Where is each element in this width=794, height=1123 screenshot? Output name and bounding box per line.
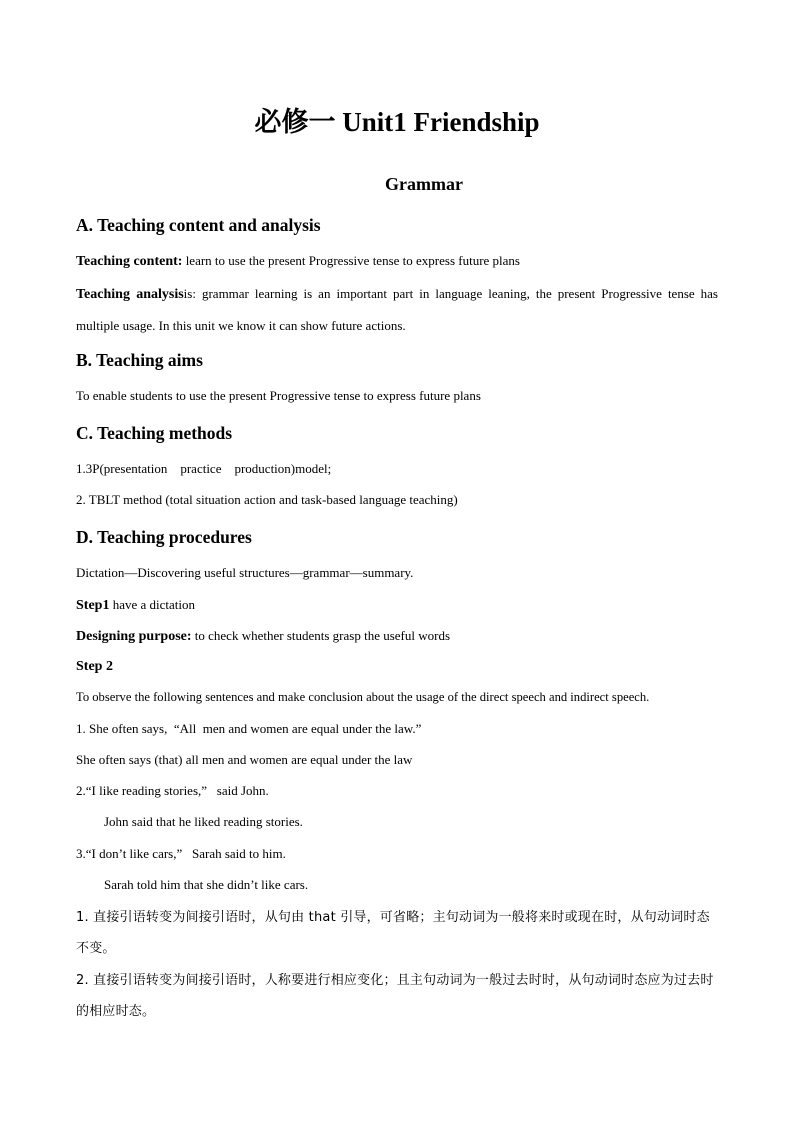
- method-item: 2. TBLT method (total situation action and task-based language teaching): [76, 492, 458, 507]
- designing-purpose-label: Designing purpose:: [76, 629, 192, 644]
- grammar-rule: 1. 直接引语转变为间接引语时，从句由 that 引导，可省略；主句动词为一般将来时或现在时，从句动词时态不变。: [76, 910, 710, 956]
- teaching-analysis-text: is: grammar learning is an important part in language leaning, the present Progressive tense has multiple usage. In this unit we know it can show future actions.: [76, 286, 718, 333]
- method-item: 1.3P(presentation practice production)model;: [76, 461, 332, 476]
- designing-purpose-text: to check whether students grasp the useful words: [191, 628, 451, 643]
- teaching-analysis-label: Teaching analysis: [76, 287, 184, 302]
- example-sentence: 1. She often says, “All men and women are equal under the law.”: [76, 721, 422, 736]
- document-subtitle: Grammar: [385, 174, 463, 194]
- procedure-flow: Dictation—Discovering useful structures—grammar—summary.: [76, 565, 414, 580]
- step1-label: Step1: [76, 598, 110, 613]
- step1-text: have a dictation: [109, 597, 196, 612]
- document-title: 必修一 Unit1 Friendship: [254, 107, 540, 137]
- step2-instruction: To observe the following sentences and make conclusion about the usage of the direct speech and indirect speech.: [76, 690, 650, 704]
- section-b-heading: B. Teaching aims: [76, 350, 203, 370]
- teaching-content-text: learn to use the present Progressive tense to express future plans: [182, 253, 520, 268]
- teaching-content-line: [76, 251, 718, 272]
- example-sentence: 2.“I like reading stories,” said John.: [76, 783, 269, 798]
- teaching-content-label: Teaching content:: [76, 254, 183, 269]
- example-sentence: She often says (that) all men and women are equal under the law: [76, 752, 413, 767]
- grammar-rule: 2. 直接引语转变为间接引语时，人称要进行相应变化；且主句动词为一般过去时时，从句动词时态应为过去时的相应时态。: [76, 973, 714, 1019]
- teaching-aims-text: To enable students to use the present Progressive tense to express future plans: [76, 388, 481, 403]
- section-a-heading: A. Teaching content and analysis: [76, 215, 321, 235]
- teaching-analysis-paragraph: [76, 278, 718, 341]
- section-d-heading: D. Teaching procedures: [76, 527, 252, 547]
- example-sentence: John said that he liked reading stories.: [104, 814, 303, 829]
- example-sentence: Sarah told him that she didn’t like cars.: [104, 877, 309, 892]
- document-page: [76, 0, 718, 1123]
- designing-purpose-line: [76, 626, 718, 647]
- step1-line: [76, 595, 718, 616]
- example-sentence: 3.“I don’t like cars,” Sarah said to him.: [76, 846, 286, 861]
- section-c-heading: C. Teaching methods: [76, 423, 233, 443]
- step2-label: Step 2: [76, 659, 113, 674]
